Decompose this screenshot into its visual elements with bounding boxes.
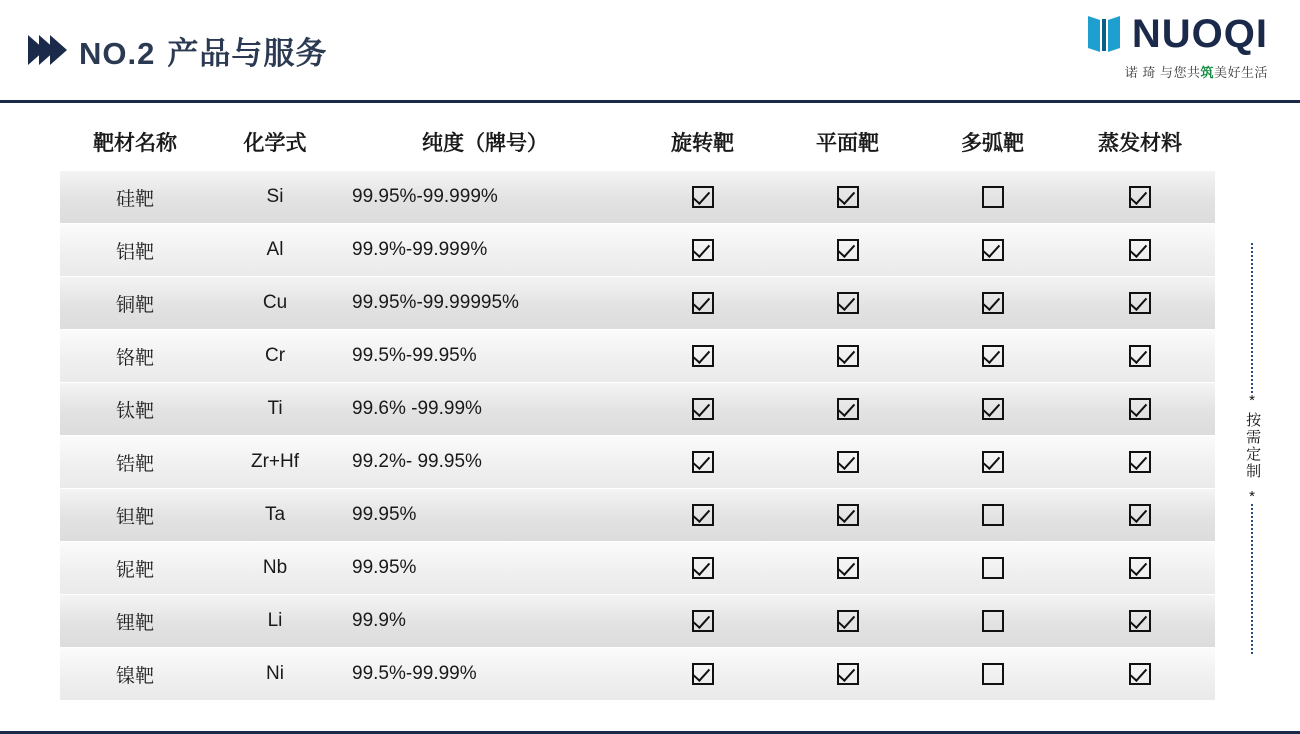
note-star-bottom: * (1249, 488, 1255, 505)
table-row (60, 330, 1215, 383)
cell-arc (920, 648, 1065, 701)
table-row (60, 595, 1215, 648)
cell-target-name: 锆靶 (60, 436, 210, 489)
nuoqi-book-logo-icon (1084, 12, 1124, 56)
cell-planar (775, 648, 920, 701)
custom-order-note (1232, 243, 1272, 654)
chevron-right-icon (28, 35, 61, 65)
table-row (60, 224, 1215, 277)
cell-rotary (630, 436, 775, 489)
logo-wordmark: NUOQI (1131, 12, 1268, 56)
checkbox-arc-unchecked-icon[interactable] (982, 610, 1004, 632)
cell-rotary (630, 277, 775, 330)
checkbox-rotary-checked-icon[interactable] (692, 451, 714, 473)
table-row (60, 648, 1215, 701)
dotted-divider-bottom (1251, 504, 1253, 654)
checkbox-rotary-checked-icon[interactable] (692, 557, 714, 579)
checkbox-rotary-checked-icon[interactable] (692, 504, 714, 526)
checkbox-rotary-checked-icon[interactable] (692, 239, 714, 261)
cell-formula: Ta (210, 489, 340, 542)
checkbox-arc-checked-icon[interactable] (982, 451, 1004, 473)
cell-formula: Ti (210, 383, 340, 436)
cell-rotary (630, 489, 775, 542)
logo-tagline (1084, 62, 1268, 81)
cell-rotary (630, 595, 775, 648)
page-title (79, 28, 327, 73)
checkbox-planar-checked-icon[interactable] (837, 504, 859, 526)
dotted-divider-top (1251, 243, 1253, 393)
checkbox-rotary-checked-icon[interactable] (692, 186, 714, 208)
note-star-top: * (1249, 392, 1255, 409)
cell-purity: 99.95% (340, 542, 630, 595)
table-row (60, 542, 1215, 595)
cell-target-name: 铜靶 (60, 277, 210, 330)
cell-target-name: 镍靶 (60, 648, 210, 701)
cell-planar (775, 277, 920, 330)
table-row (60, 436, 1215, 489)
tagline-highlight: 筑 (1200, 65, 1214, 80)
checkbox-arc-checked-icon[interactable] (982, 239, 1004, 261)
cell-arc (920, 330, 1065, 383)
checkbox-arc-checked-icon[interactable] (982, 345, 1004, 367)
checkbox-evaporation-checked-icon[interactable] (1129, 663, 1151, 685)
checkbox-arc-checked-icon[interactable] (982, 398, 1004, 420)
cell-formula: Cr (210, 330, 340, 383)
cell-arc (920, 171, 1065, 224)
cell-evap (1065, 489, 1215, 542)
cell-purity: 99.5%-99.99% (340, 648, 630, 701)
cell-planar (775, 330, 920, 383)
cell-formula: Li (210, 595, 340, 648)
checkbox-arc-unchecked-icon[interactable] (982, 504, 1004, 526)
cell-evap (1065, 330, 1215, 383)
targets-table-wrapper (60, 117, 1205, 701)
cell-planar (775, 542, 920, 595)
checkbox-evaporation-checked-icon[interactable] (1129, 504, 1151, 526)
cell-purity: 99.95%-99.99995% (340, 277, 630, 330)
cell-evap (1065, 648, 1215, 701)
table-row (60, 277, 1215, 330)
cell-target-name: 铝靶 (60, 224, 210, 277)
cell-purity: 99.9% (340, 595, 630, 648)
table-row (60, 171, 1215, 224)
column-header-rotary: 旋转靶 (630, 117, 775, 171)
checkbox-arc-checked-icon[interactable] (982, 292, 1004, 314)
checkbox-evaporation-checked-icon[interactable] (1129, 292, 1151, 314)
cell-arc (920, 277, 1065, 330)
cell-planar (775, 224, 920, 277)
cell-rotary (630, 171, 775, 224)
cell-purity: 99.5%-99.95% (340, 330, 630, 383)
section-title: 产品与服务 (167, 35, 328, 71)
cell-evap (1065, 595, 1215, 648)
checkbox-rotary-checked-icon[interactable] (692, 610, 714, 632)
checkbox-evaporation-checked-icon[interactable] (1129, 345, 1151, 367)
checkbox-evaporation-checked-icon[interactable] (1129, 610, 1151, 632)
checkbox-planar-checked-icon[interactable] (837, 610, 859, 632)
checkbox-planar-checked-icon[interactable] (837, 663, 859, 685)
checkbox-planar-checked-icon[interactable] (837, 345, 859, 367)
brand-logo (1084, 12, 1268, 81)
checkbox-evaporation-checked-icon[interactable] (1129, 557, 1151, 579)
cell-purity: 99.6% -99.99% (340, 383, 630, 436)
cell-purity: 99.2%- 99.95% (340, 436, 630, 489)
targets-table (60, 117, 1215, 701)
table-row (60, 489, 1215, 542)
checkbox-arc-unchecked-icon[interactable] (982, 557, 1004, 579)
column-header-name: 靶材名称 (60, 117, 210, 171)
slide-header (0, 0, 1300, 103)
cell-purity: 99.9%-99.999% (340, 224, 630, 277)
column-header-planar: 平面靶 (775, 117, 920, 171)
cell-rotary (630, 648, 775, 701)
checkbox-rotary-checked-icon[interactable] (692, 663, 714, 685)
cell-evap (1065, 277, 1215, 330)
cell-evap (1065, 224, 1215, 277)
cell-arc (920, 489, 1065, 542)
cell-planar (775, 436, 920, 489)
cell-rotary (630, 542, 775, 595)
cell-rotary (630, 383, 775, 436)
checkbox-evaporation-checked-icon[interactable] (1129, 451, 1151, 473)
checkbox-arc-unchecked-icon[interactable] (982, 663, 1004, 685)
cell-planar (775, 489, 920, 542)
note-text: 按需定制 (1244, 412, 1262, 480)
checkbox-rotary-checked-icon[interactable] (692, 398, 714, 420)
tagline-prefix: 诺 琦 与您共 (1124, 65, 1201, 80)
checkbox-planar-checked-icon[interactable] (837, 239, 859, 261)
cell-planar (775, 383, 920, 436)
table-body (60, 171, 1215, 701)
cell-target-name: 硅靶 (60, 171, 210, 224)
cell-target-name: 锂靶 (60, 595, 210, 648)
cell-target-name: 钛靶 (60, 383, 210, 436)
cell-arc (920, 224, 1065, 277)
cell-purity: 99.95% (340, 489, 630, 542)
slide-content (0, 103, 1300, 734)
logo-row (1084, 12, 1268, 56)
cell-formula: Ni (210, 648, 340, 701)
column-header-arc: 多弧靶 (920, 117, 1065, 171)
cell-rotary (630, 224, 775, 277)
checkbox-rotary-checked-icon[interactable] (692, 292, 714, 314)
checkbox-planar-checked-icon[interactable] (837, 292, 859, 314)
column-header-formula: 化学式 (210, 117, 340, 171)
checkbox-planar-checked-icon[interactable] (837, 398, 859, 420)
cell-target-name: 钽靶 (60, 489, 210, 542)
checkbox-evaporation-checked-icon[interactable] (1129, 186, 1151, 208)
cell-planar (775, 595, 920, 648)
table-row (60, 383, 1215, 436)
checkbox-planar-checked-icon[interactable] (837, 186, 859, 208)
cell-target-name: 铌靶 (60, 542, 210, 595)
checkbox-rotary-checked-icon[interactable] (692, 345, 714, 367)
cell-arc (920, 595, 1065, 648)
table-header-row (60, 117, 1215, 171)
cell-formula: Nb (210, 542, 340, 595)
cell-evap (1065, 436, 1215, 489)
checkbox-arc-unchecked-icon[interactable] (982, 186, 1004, 208)
cell-target-name: 铬靶 (60, 330, 210, 383)
cell-planar (775, 171, 920, 224)
cell-arc (920, 383, 1065, 436)
cell-formula: Al (210, 224, 340, 277)
checkbox-evaporation-checked-icon[interactable] (1129, 239, 1151, 261)
column-header-purity: 纯度（牌号） (340, 117, 630, 171)
checkbox-planar-checked-icon[interactable] (837, 451, 859, 473)
cell-formula: Si (210, 171, 340, 224)
column-header-evap: 蒸发材料 (1065, 117, 1215, 171)
cell-arc (920, 542, 1065, 595)
table-header (60, 117, 1215, 171)
checkbox-evaporation-checked-icon[interactable] (1129, 398, 1151, 420)
cell-rotary (630, 330, 775, 383)
section-number: NO.2 (79, 35, 156, 71)
cell-formula: Cu (210, 277, 340, 330)
tagline-suffix: 美好生活 (1213, 65, 1268, 80)
checkbox-planar-checked-icon[interactable] (837, 557, 859, 579)
cell-arc (920, 436, 1065, 489)
cell-purity: 99.95%-99.999% (340, 171, 630, 224)
cell-evap (1065, 171, 1215, 224)
cell-evap (1065, 542, 1215, 595)
cell-evap (1065, 383, 1215, 436)
cell-formula: Zr+Hf (210, 436, 340, 489)
